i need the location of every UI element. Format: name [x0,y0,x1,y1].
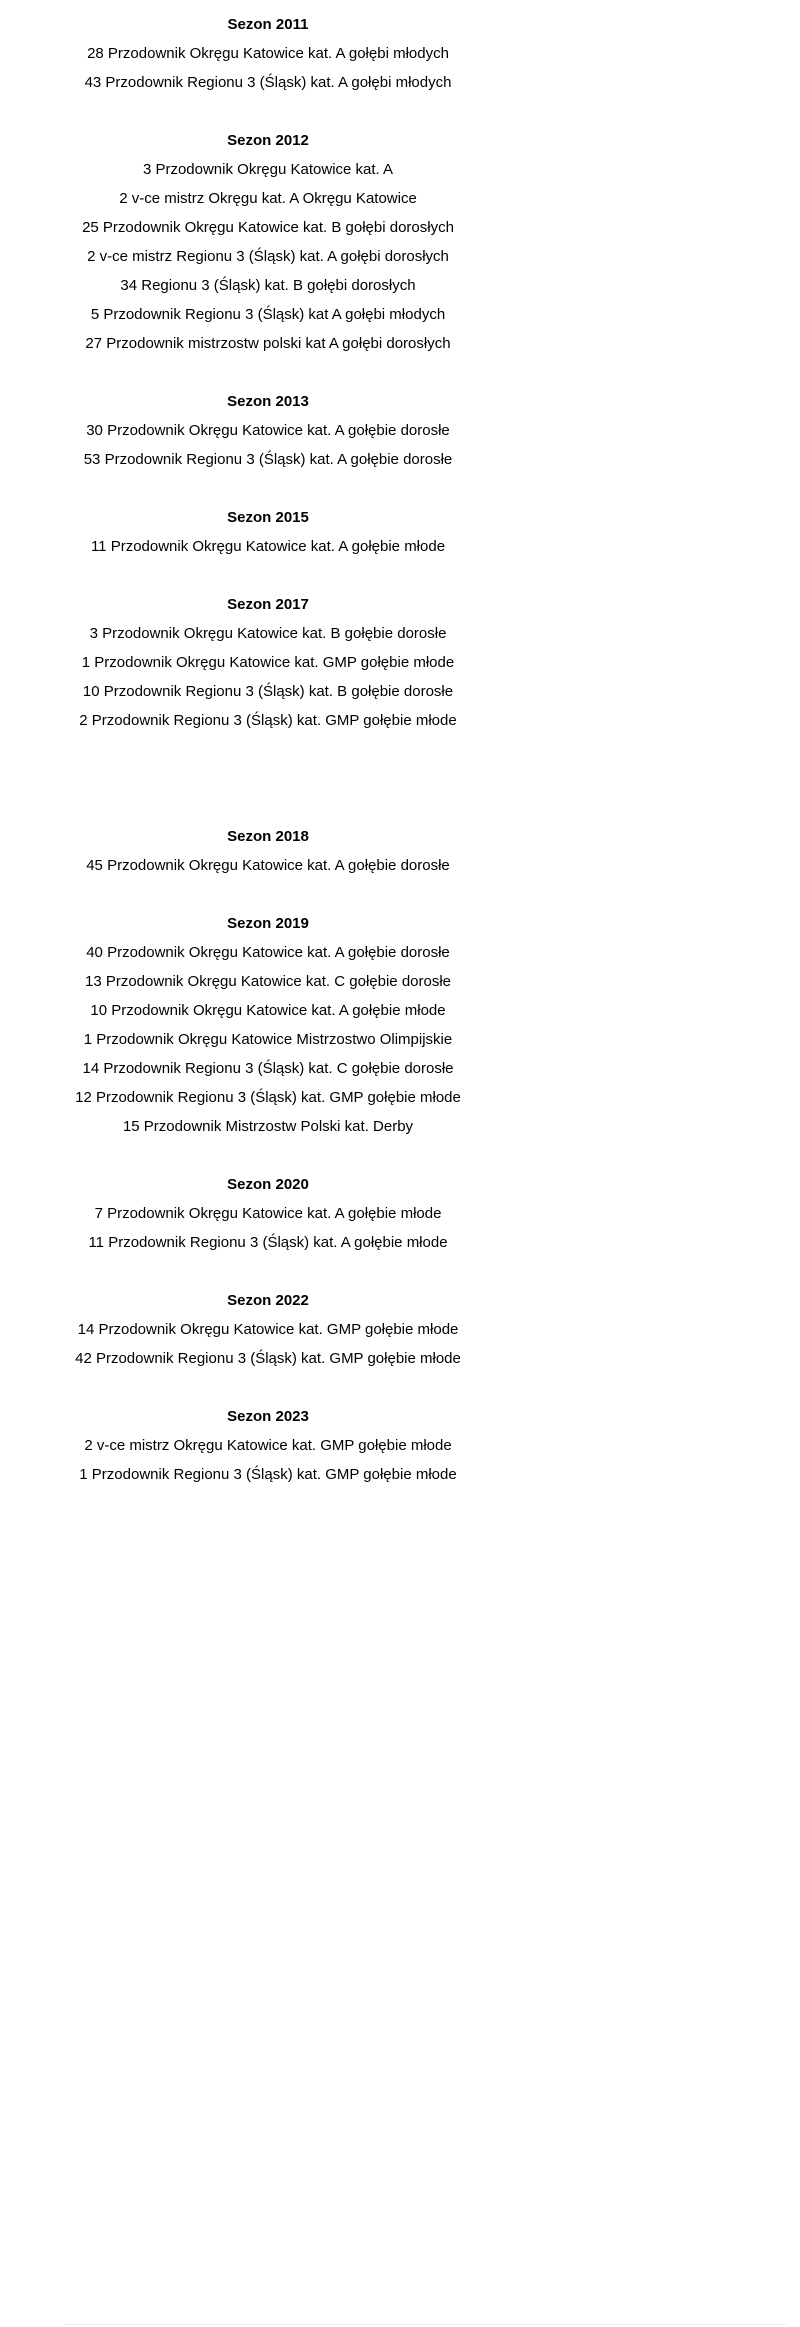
achievement-line: 3 Przodownik Okręgu Katowice kat. A [142,161,394,178]
achievement-line: 1 Przodownik Regionu 3 (Śląsk) kat. GMP gołębie młode [79,1466,457,1483]
achievement-line: 45 Przodownik Okręgu Katowice kat. A gołębie dorosłe [86,857,450,874]
achievement-line: 2 Przodownik Regionu 3 (Śląsk) kat. GMP gołębie młode [79,712,457,729]
achievement-line: 30 Przodownik Okręgu Katowice kat. A gołębie dorosłe [86,422,450,439]
season-title: Sezon 2023 [227,1408,309,1425]
season-section-sezon-2023 [0,1402,536,1489]
achievement-line: 25 Przodownik Okręgu Katowice kat. B gołębi dorosłych [82,219,454,236]
blank-lines-spacer [0,97,536,126]
achievement-line: 43 Przodownik Regionu 3 (Śląsk) kat. A gołębi młodych [84,74,452,91]
achievement-line: 42 Przodownik Regionu 3 (Śląsk) kat. GMP gołębie młode [75,1350,461,1367]
achievement-line: 12 Przodownik Regionu 3 (Śląsk) kat. GMP gołębie młode [75,1089,461,1106]
achievement-line: 15 Przodownik Mistrzostw Polski kat. Derby [122,1118,414,1135]
blank-lines-spacer [0,880,536,909]
season-title: Sezon 2013 [227,393,309,410]
achievement-line: 3 Przodownik Okręgu Katowice kat. B gołębie dorosłe [89,625,447,642]
season-title: Sezon 2019 [227,915,309,932]
achievement-line: 53 Przodownik Regionu 3 (Śląsk) kat. A gołębie dorosłe [83,451,453,468]
achievement-line: 11 Przodownik Okręgu Katowice kat. A gołębie młode [90,538,446,555]
season-section-sezon-2011 [0,10,536,126]
achievement-line: 2 v-ce mistrz Okręgu kat. A Okręgu Katowice [119,190,417,207]
season-section-sezon-2022 [0,1286,536,1402]
season-title: Sezon 2022 [227,1292,309,1309]
season-section-sezon-2019 [0,909,536,1170]
season-section-sezon-2013 [0,387,536,503]
achievement-line: 10 Przodownik Regionu 3 (Śląsk) kat. B gołębie dorosłe [82,683,454,700]
achievement-line: 28 Przodownik Okręgu Katowice kat. A gołębi młodych [87,45,449,62]
document-content [0,0,536,1489]
blank-lines-spacer [0,474,536,503]
achievement-line: 14 Przodownik Okręgu Katowice kat. GMP gołębie młode [77,1321,459,1338]
season-title: Sezon 2011 [227,16,309,33]
season-title: Sezon 2015 [227,509,309,526]
season-section-sezon-2017 [0,590,536,822]
achievement-line: 14 Przodownik Regionu 3 (Śląsk) kat. C gołębie dorosłe [82,1060,454,1077]
season-section-sezon-2015 [0,503,536,590]
achievement-line: 1 Przodownik Okręgu Katowice Mistrzostwo Olimpijskie [83,1031,453,1048]
blank-lines-spacer [0,1373,536,1402]
blank-lines-spacer [0,1257,536,1286]
achievement-line: 1 Przodownik Okręgu Katowice kat. GMP gołębie młode [81,654,455,671]
season-title: Sezon 2012 [227,132,309,149]
achievement-line: 10 Przodownik Okręgu Katowice kat. A gołębie młode [90,1002,446,1019]
achievement-line: 2 v-ce mistrz Okręgu Katowice kat. GMP gołębie młode [84,1437,452,1454]
page-bottom-divider [64,2324,786,2325]
achievement-line: 40 Przodownik Okręgu Katowice kat. A gołębie dorosłe [86,944,450,961]
achievement-line: 5 Przodownik Regionu 3 (Śląsk) kat A gołębi młodych [90,306,446,323]
blank-lines-spacer [0,561,536,590]
blank-lines-spacer [0,735,536,822]
season-section-sezon-2018 [0,822,536,909]
achievement-line: 2 v-ce mistrz Regionu 3 (Śląsk) kat. A gołębi dorosłych [87,248,449,265]
season-title: Sezon 2020 [227,1176,309,1193]
season-title: Sezon 2017 [227,596,309,613]
blank-lines-spacer [0,1141,536,1170]
blank-lines-spacer [0,358,536,387]
achievement-line: 27 Przodownik mistrzostw polski kat A gołębi dorosłych [85,335,451,352]
season-section-sezon-2012 [0,126,536,387]
achievement-line: 13 Przodownik Okręgu Katowice kat. C gołębie dorosłe [84,973,452,990]
season-title: Sezon 2018 [227,828,309,845]
achievement-line: 34 Regionu 3 (Śląsk) kat. B gołębi dorosłych [120,277,416,294]
achievement-line: 7 Przodownik Okręgu Katowice kat. A gołębie młode [94,1205,442,1222]
season-section-sezon-2020 [0,1170,536,1286]
achievement-line: 11 Przodownik Regionu 3 (Śląsk) kat. A gołębie młode [88,1234,448,1251]
